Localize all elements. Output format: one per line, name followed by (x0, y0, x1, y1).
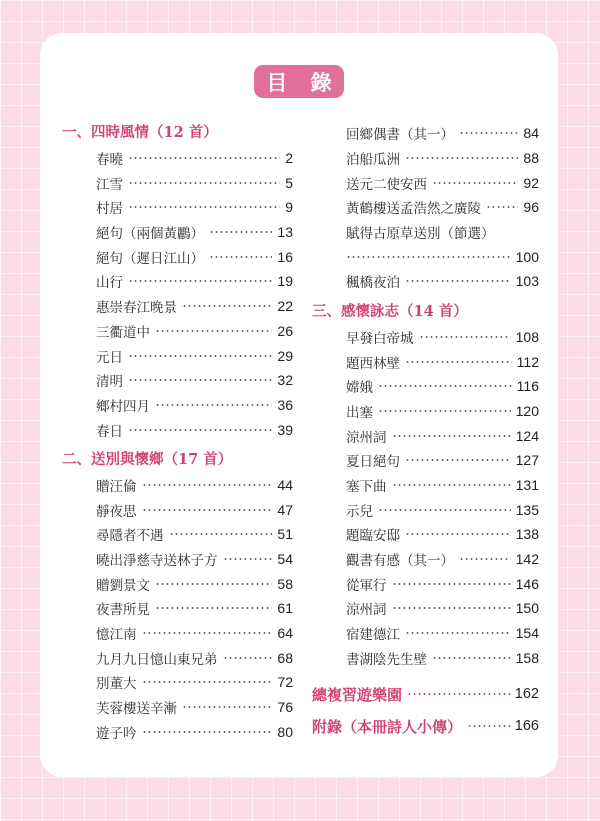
toc-entry[interactable] (62, 393, 293, 418)
toc-entry[interactable] (312, 522, 539, 547)
toc-entry[interactable] (62, 269, 293, 294)
entry-title: 絕句（遲日江山） (96, 250, 204, 267)
entry-page: 88 (523, 150, 539, 167)
entry-page: 80 (277, 723, 293, 740)
appendix-title: 附錄（本冊詩人小傳） (312, 717, 463, 736)
entry-page: 16 (277, 248, 293, 265)
leader-dots (155, 582, 272, 586)
leader-dots (155, 606, 272, 610)
entry-title: 賦得古原草送別（節選） (346, 226, 495, 243)
section-heading[interactable]: 三、感懷詠志（14 首） (312, 302, 468, 320)
entry-title: 從軍行 (346, 577, 387, 594)
entry-title: 示兒 (346, 503, 373, 520)
leader-dots (419, 335, 511, 339)
toc-entry[interactable] (312, 170, 539, 195)
entry-title: 元日 (96, 349, 123, 366)
entry-page: 127 (515, 452, 539, 469)
toc-column-right (312, 121, 539, 742)
leader-dots (182, 705, 272, 709)
entry-title: 遊子吟 (96, 725, 137, 742)
toc-entry[interactable] (62, 645, 293, 670)
leader-dots (128, 181, 280, 185)
leader-dots (467, 724, 510, 728)
entry-page: 5 (285, 174, 293, 191)
toc-entry[interactable] (62, 571, 293, 596)
toc-entry[interactable] (312, 399, 539, 424)
leader-dots (142, 631, 273, 635)
entry-title: 別董大 (96, 676, 137, 693)
entry-title: 泊船瓜洲 (346, 152, 400, 169)
entry-page: 29 (277, 347, 293, 364)
entry-page: 138 (515, 526, 539, 543)
toc-entry[interactable] (312, 349, 539, 374)
entry-title: 嫦娥 (346, 380, 373, 397)
leader-dots (405, 532, 511, 536)
entry-page: 135 (515, 501, 539, 518)
entry-page: 68 (277, 649, 293, 666)
entry-title: 憶江南 (96, 627, 137, 644)
entry-title: 早發白帝城 (346, 330, 414, 347)
leader-dots (142, 680, 273, 684)
leader-dots (223, 656, 273, 660)
entry-page: 92 (523, 174, 539, 191)
entry-page: 131 (515, 476, 539, 493)
entry-title: 送元二使安西 (346, 176, 427, 193)
entry-title: 黃鶴樓送孟浩然之廣陵 (346, 201, 481, 218)
toc-entry[interactable] (62, 497, 293, 522)
toc-entry[interactable] (312, 423, 539, 448)
entry-page: 47 (277, 501, 293, 518)
entry-title: 題西林壁 (346, 355, 400, 372)
toc-entry[interactable] (312, 448, 539, 473)
entry-title: 贈汪倫 (96, 478, 137, 495)
entry-title: 絕句（兩個黃鸝） (96, 226, 204, 243)
leader-dots (405, 156, 518, 160)
leader-dots (392, 483, 511, 487)
entry-title: 村居 (96, 201, 123, 218)
entry-page: 72 (277, 674, 293, 691)
toc-entry[interactable] (312, 473, 539, 498)
entry-page: 103 (515, 273, 539, 290)
toc-entry[interactable] (312, 621, 539, 646)
leader-dots (405, 631, 511, 635)
toc-entry[interactable] (62, 319, 293, 344)
toc-entry[interactable] (62, 146, 293, 171)
toc-entry[interactable] (62, 596, 293, 621)
entry-page: 2 (285, 150, 293, 167)
leader-dots (223, 557, 273, 561)
leader-dots (209, 230, 272, 234)
appendix-entry-poets[interactable] (312, 710, 539, 742)
entry-title: 山行 (96, 275, 123, 292)
entry-title: 回鄉偶書（其一） (346, 127, 454, 144)
toc-entry[interactable] (62, 343, 293, 368)
entry-page: 22 (277, 298, 293, 315)
entry-title: 夏日絕句 (346, 454, 400, 471)
entry-page: 146 (515, 575, 539, 592)
entry-title: 涼州詞 (346, 429, 387, 446)
entry-page: 76 (277, 699, 293, 716)
entry-title: 鄉村四月 (96, 398, 150, 415)
leader-dots (378, 409, 511, 413)
toc-entry[interactable] (62, 670, 293, 695)
leader-dots (378, 508, 511, 512)
entry-page: 64 (277, 625, 293, 642)
leader-dots (459, 557, 511, 561)
leader-dots (128, 378, 272, 382)
leader-dots (405, 458, 511, 462)
leader-dots (459, 131, 518, 135)
entry-title: 出塞 (346, 404, 373, 421)
leader-dots (142, 483, 273, 487)
entry-page: 39 (277, 421, 293, 438)
entry-title: 涼州詞 (346, 602, 387, 619)
toc-entry[interactable] (312, 547, 539, 572)
entry-title: 尋隱者不遇 (96, 528, 164, 545)
leader-dots (378, 384, 512, 388)
leader-dots (182, 304, 272, 308)
leader-dots (128, 354, 272, 358)
entry-title: 春日 (96, 423, 123, 440)
entry-page: 116 (516, 378, 539, 395)
leader-dots (392, 606, 511, 610)
entry-page: 26 (277, 322, 293, 339)
toc-entry[interactable] (312, 269, 539, 294)
toc-page (40, 33, 558, 777)
entry-page: 112 (516, 353, 539, 370)
entry-page: 44 (277, 476, 293, 493)
entry-page: 54 (277, 551, 293, 568)
entry-title: 贈劉景文 (96, 577, 150, 594)
toc-entry[interactable] (312, 645, 539, 670)
leader-dots (432, 181, 518, 185)
toc-title: 目 錄 (254, 65, 344, 98)
entry-title: 靜夜思 (96, 503, 137, 520)
entry-title: 書湖陰先生壁 (346, 651, 427, 668)
leader-dots (346, 255, 511, 259)
leader-dots (392, 582, 511, 586)
leader-dots (405, 279, 511, 283)
entry-page: 150 (515, 600, 539, 617)
toc-entry[interactable] (62, 170, 293, 195)
leader-dots (128, 156, 280, 160)
appendix-page: 162 (514, 686, 539, 703)
entry-page: 13 (277, 224, 293, 241)
entry-page: 158 (515, 649, 539, 666)
entry-title: 宿建德江 (346, 627, 400, 644)
toc-entry[interactable] (312, 325, 539, 350)
leader-dots (128, 205, 280, 209)
entry-page: 124 (515, 427, 539, 444)
toc-entry[interactable] (62, 720, 293, 745)
entry-page: 154 (515, 625, 539, 642)
toc-entry[interactable] (62, 368, 293, 393)
toc-entry[interactable] (62, 621, 293, 646)
section-heading[interactable]: 二、送別與懷鄉（17 首） (62, 450, 233, 468)
entry-page: 96 (523, 199, 539, 216)
entry-title: 楓橋夜泊 (346, 275, 400, 292)
entry-page: 51 (277, 526, 293, 543)
leader-dots (407, 692, 510, 696)
leader-dots (128, 428, 272, 432)
entry-title: 觀書有感（其一） (346, 553, 454, 570)
entry-title: 曉出淨慈寺送林子方 (96, 553, 218, 570)
entry-page: 100 (515, 248, 539, 265)
toc-entry[interactable] (62, 220, 293, 245)
entry-title: 三衢道中 (96, 324, 150, 341)
toc-entry[interactable] (312, 497, 539, 522)
leader-dots (155, 329, 272, 333)
toc-entry[interactable] (62, 417, 293, 442)
toc-entry[interactable] (312, 571, 539, 596)
leader-dots (128, 279, 272, 283)
entry-page: 32 (277, 372, 293, 389)
entry-title: 春曉 (96, 152, 123, 169)
leader-dots (142, 508, 273, 512)
entry-title: 江雪 (96, 176, 123, 193)
leader-dots (392, 434, 511, 438)
section-heading[interactable]: 一、四時風情（12 首） (62, 124, 218, 141)
entry-title: 惠崇春江晚景 (96, 300, 177, 317)
toc-entry-continuation[interactable] (312, 244, 539, 269)
toc-column-left (62, 121, 293, 744)
appendix-entry-review[interactable] (312, 678, 539, 710)
leader-dots (405, 360, 512, 364)
entry-page: 36 (277, 396, 293, 413)
toc-entry[interactable] (62, 695, 293, 720)
entry-page: 9 (285, 199, 293, 216)
toc-entry[interactable] (312, 220, 539, 245)
leader-dots (142, 730, 273, 734)
toc-entry[interactable] (62, 294, 293, 319)
entry-page: 120 (515, 402, 539, 419)
entry-page: 84 (523, 125, 539, 142)
entry-page: 58 (277, 575, 293, 592)
leader-dots (169, 532, 273, 536)
leader-dots (486, 205, 518, 209)
entry-page: 19 (277, 273, 293, 290)
leader-dots (155, 403, 272, 407)
entry-title: 塞下曲 (346, 478, 387, 495)
appendix-page: 166 (514, 718, 539, 735)
toc-entry[interactable] (312, 195, 539, 220)
toc-entry[interactable] (62, 473, 293, 498)
entry-title: 九月九日憶山東兄弟 (96, 651, 218, 668)
toc-entry[interactable] (312, 121, 539, 146)
appendix-title: 總複習遊樂園 (312, 685, 403, 704)
entry-title: 題臨安邸 (346, 528, 400, 545)
entry-page: 108 (515, 328, 539, 345)
toc-entry[interactable] (312, 146, 539, 171)
entry-title: 夜書所見 (96, 602, 150, 619)
entry-title: 清明 (96, 374, 123, 391)
entry-page: 142 (515, 551, 539, 568)
toc-entry[interactable] (312, 596, 539, 621)
toc-entry[interactable] (62, 547, 293, 572)
entry-page: 61 (277, 600, 293, 617)
toc-entry[interactable] (62, 522, 293, 547)
leader-dots (209, 255, 272, 259)
toc-entry[interactable] (312, 374, 539, 399)
toc-entry[interactable] (62, 244, 293, 269)
entry-title: 芙蓉樓送辛漸 (96, 701, 177, 718)
leader-dots (432, 656, 511, 660)
toc-entry[interactable] (62, 195, 293, 220)
